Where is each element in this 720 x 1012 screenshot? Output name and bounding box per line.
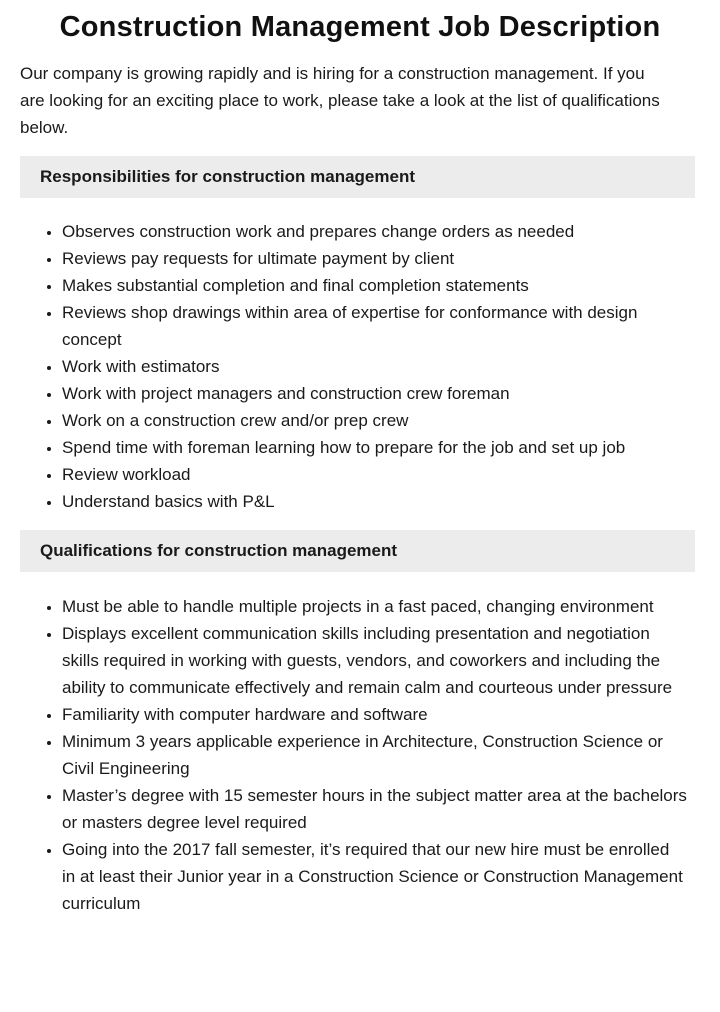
list-item: • Work on a construction crew and/or prep crew bbox=[62, 407, 687, 434]
list-item: • Displays excellent communication skills including presentation and negotiation skills required in working with guests, vendors, and coworkers and including the ability to communicate effectively and remain calm and courteous under pressure bbox=[62, 620, 687, 701]
list-item: • Master’s degree with 15 semester hours in the subject matter area at the bachelors or masters degree level required bbox=[62, 782, 687, 836]
list-item: • Work with estimators bbox=[62, 353, 687, 380]
qualifications-list bbox=[0, 593, 687, 917]
list-item: • Review workload bbox=[62, 461, 687, 488]
list-item: • Minimum 3 years applicable experience in Architecture, Construction Science or Civil Engineering bbox=[62, 728, 687, 782]
responsibilities-list bbox=[0, 218, 687, 515]
list-item: • Work with project managers and construction crew foreman bbox=[62, 380, 687, 407]
list-item: • Must be able to handle multiple projects in a fast paced, changing environment bbox=[62, 593, 687, 620]
section-header-responsibilities bbox=[20, 156, 695, 198]
intro-paragraph: Our company is growing rapidly and is hiring for a construction management. If you are looking for an exciting place to work, please take a look at the list of qualifications below. bbox=[20, 64, 660, 137]
list-item: • Observes construction work and prepares change orders as needed bbox=[62, 218, 687, 245]
section-header-qualifications bbox=[20, 530, 695, 572]
list-item: • Spend time with foreman learning how to prepare for the job and set up job bbox=[62, 434, 687, 461]
page-title: Construction Management Job Description bbox=[59, 11, 661, 43]
section-header-responsibilities-label: Responsibilities for construction management bbox=[40, 167, 416, 186]
list-item: • Understand basics with P&L bbox=[62, 488, 687, 515]
list-item: • Reviews shop drawings within area of expertise for conformance with design concept bbox=[62, 299, 687, 353]
list-item: • Going into the 2017 fall semester, it’s required that our new hire must be enrolled in at least their Junior year in a Construction Science or Construction Management curriculum bbox=[62, 836, 687, 917]
list-item: • Reviews pay requests for ultimate payment by client bbox=[62, 245, 687, 272]
list-item: • Familiarity with computer hardware and software bbox=[62, 701, 687, 728]
job-description-page bbox=[0, 10, 720, 1012]
section-header-qualifications-label: Qualifications for construction management bbox=[40, 541, 398, 560]
list-item: • Makes substantial completion and final completion statements bbox=[62, 272, 687, 299]
